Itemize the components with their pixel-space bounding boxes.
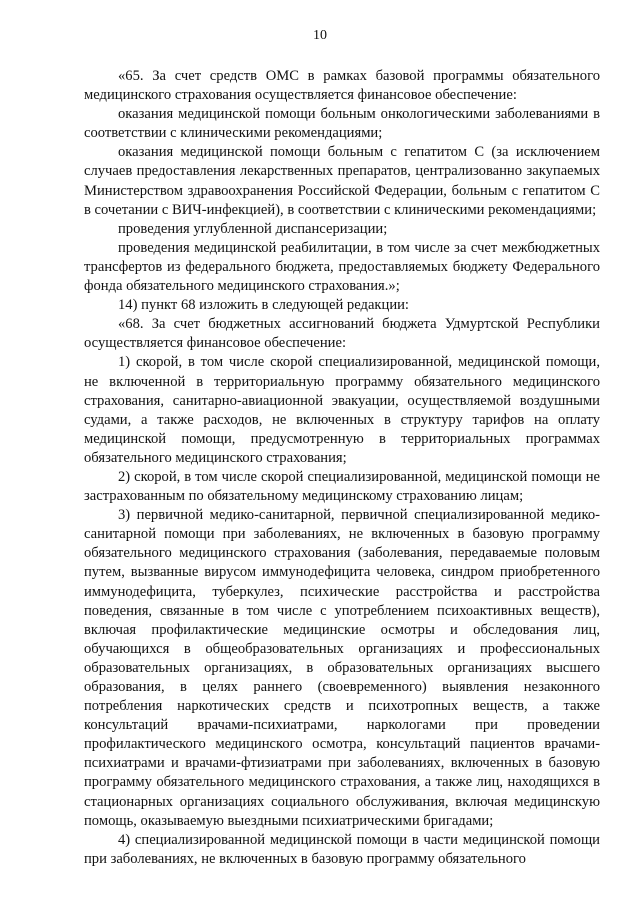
paragraph-68-item-2: 2) скорой, в том числе скорой специализированной, медицинской помощи не застрахованным по обязательному медицинскому страхованию лицам;: [84, 468, 600, 505]
paragraph-68-item-1: 1) скорой, в том числе скорой специализированной, медицинской помощи, не включенной в территориальную программу обязательного медицинского страхования, санитарно-авиационной эвакуации, осуществляемой воздушными судами, а также расходов, не включенных в структуру тарифов на оплату медицинской помощи, предусмотренную в территориальных программах обязательного медицинского страхования;: [84, 354, 600, 466]
paragraph-hepatitis-c: оказания медицинской помощи больным с гепатитом С (за исключением случаев предоставления лекарственных препаратов, централизованно закупаемых Министерством здравоохранения Российской Федерации, больным с гепатитом С в сочетании с ВИЧ-инфекцией), в соответствии с клиническими рекомендациями;: [84, 144, 600, 218]
paragraph-item-14: 14) пункт 68 изложить в следующей редакции:: [118, 297, 409, 314]
document-body: [84, 67, 600, 869]
paragraph-dispensary: проведения углубленной диспансеризации;: [118, 220, 388, 237]
paragraph-oncology: оказания медицинской помощи больным онкологическими заболеваниями в соответствии с клиническими рекомендациями;: [84, 106, 600, 142]
page-number: 10: [313, 28, 327, 43]
paragraph-68-item-3: 3) первичной медико-санитарной, первичной специализированной медико-санитарной помощи при заболеваниях, не включенных в базовую программу обязательного медицинского страхования (заболевания, передаваемые половым путем, вызванные вирусом иммунодефицита человека, синдром приобретенного иммунодефицита, туберкулез, психические расстройства и расстройства поведения, связанные в том числе с употреблением психоактивных веществ), включая профилактические медицинские осмотры и обследования лиц, обучающихся в общеобразовательных организациях и профессиональных образовательных организациях, в образовательных организациях высшего образования, в целях раннего (своевременного) выявления незаконного потребления наркотических средств и психотропных веществ, а также консультаций врачами-психиатрами, наркологами при проведении профилактического медицинского осмотра, консультаций пациентов врачами-психиатрами и врачами-фтизиатрами при заболеваниях, включенных в базовую программу обязательного медицинского страхования, а также лиц, находящихся в стационарных организациях социального обслуживания, включая медицинскую помощь, оказываемую выездными психиатрическими бригадами;: [84, 507, 600, 829]
paragraph-65-intro: «65. За счет средств ОМС в рамках базовой программы обязательного медицинского страхования осуществляется финансовое обеспечение:: [84, 68, 600, 104]
paragraph-68-intro: «68. За счет бюджетных ассигнований бюджета Удмуртской Республики осуществляется финансовое обеспечение:: [84, 316, 600, 352]
paragraph-rehabilitation: проведения медицинской реабилитации, в том числе за счет межбюджетных трансфертов из федерального бюджета, предоставляемых бюджету Федерального фонда обязательного медицинского страхования.»;: [84, 239, 600, 295]
paragraph-68-item-4: 4) специализированной медицинской помощи в части медицинской помощи при заболеваниях, не включенных в базовую программу обязательного: [84, 831, 600, 867]
